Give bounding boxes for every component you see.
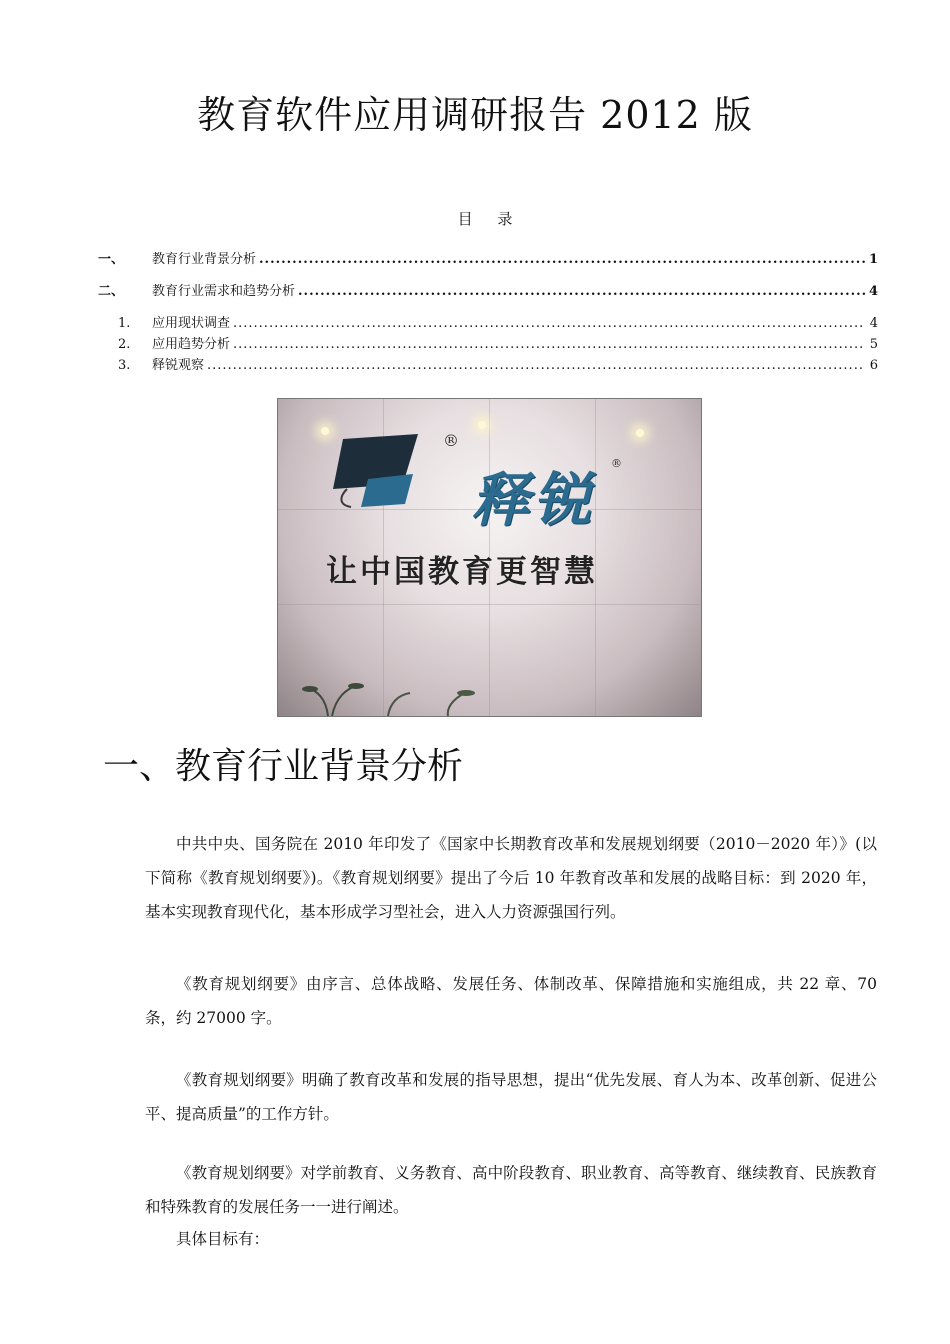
- toc-entry-label: 教育行业需求和趋势分析: [152, 284, 296, 299]
- ceiling-light: [321, 427, 329, 435]
- graduation-cap-logo-icon: [333, 429, 418, 509]
- brand-name: 释锐: [471, 466, 596, 534]
- wall-tile-line: [278, 604, 701, 605]
- toc-leader-dots: [233, 335, 865, 355]
- ceiling-light: [636, 429, 644, 437]
- company-logo-photo: [277, 398, 702, 717]
- toc-entry[interactable]: [98, 356, 878, 377]
- toc-leader-dots: [233, 314, 865, 334]
- registered-mark: ®: [611, 457, 622, 470]
- brand-slogan: 让中国教育更智慧: [326, 554, 598, 590]
- plant-icon: [298, 669, 498, 716]
- toc-heading: 目 录: [457, 210, 523, 228]
- toc-entry[interactable]: [98, 282, 878, 314]
- toc-entry-number: 2.: [118, 337, 131, 352]
- toc-entry-number: 一、: [98, 252, 125, 267]
- toc-entry-number: 3.: [118, 358, 131, 373]
- toc-entry-label: 应用现状调查: [152, 316, 231, 331]
- toc-entry[interactable]: [98, 250, 878, 282]
- section-heading: 一、教育行业背景分析: [103, 746, 464, 787]
- toc-entry-page: 1: [868, 252, 878, 267]
- toc-leader-dots: [298, 282, 865, 302]
- toc-entry[interactable]: [98, 314, 878, 335]
- toc-entry-label: 教育行业背景分析: [152, 252, 257, 267]
- toc-entry[interactable]: [98, 335, 878, 356]
- toc-leader-dots: [259, 250, 865, 270]
- toc-leader-dots: [207, 356, 865, 376]
- body-paragraph: 《教育规划纲要》对学前教育、义务教育、高中阶段教育、职业教育、高等教育、继续教育、民族教育和特殊教育的发展任务一一进行阐述。: [145, 1164, 877, 1216]
- toc-entry-number: 二、: [98, 284, 125, 299]
- table-of-contents: [98, 250, 878, 377]
- toc-entry-page: 6: [869, 358, 878, 373]
- registered-mark: ®: [443, 431, 459, 450]
- toc-entry-page: 5: [869, 337, 878, 352]
- toc-entry-page: 4: [868, 284, 878, 299]
- toc-entry-label: 应用趋势分析: [152, 337, 231, 352]
- toc-entry-label: 释锐观察: [152, 358, 205, 373]
- document-title: 教育软件应用调研报告 2012 版: [197, 93, 753, 137]
- body-paragraph: 中共中央、国务院在 2010 年印发了《国家中长期教育改革和发展规划纲要（2010－2020 年）》(以下简称《教育规划纲要》)。《教育规划纲要》提出了今后 10 年教育改革和发展的战略目标：到 2020 年，基本实现教育现代化，基本形成学习型社会，进入人力资源强国行列。: [145, 835, 877, 921]
- body-paragraph: 具体目标有：: [176, 1230, 270, 1248]
- ceiling-light: [478, 421, 486, 429]
- body-paragraph: 《教育规划纲要》明确了教育改革和发展的指导思想，提出“优先发展、育人为本、改革创新、促进公平、提高质量”的工作方针。: [145, 1071, 877, 1123]
- toc-entry-page: 4: [869, 316, 878, 331]
- body-paragraph: 《教育规划纲要》由序言、总体战略、发展任务、体制改革、保障措施和实施组成，共 22 章、70 条，约 27000 字。: [145, 975, 877, 1027]
- toc-entry-number: 1.: [118, 316, 131, 331]
